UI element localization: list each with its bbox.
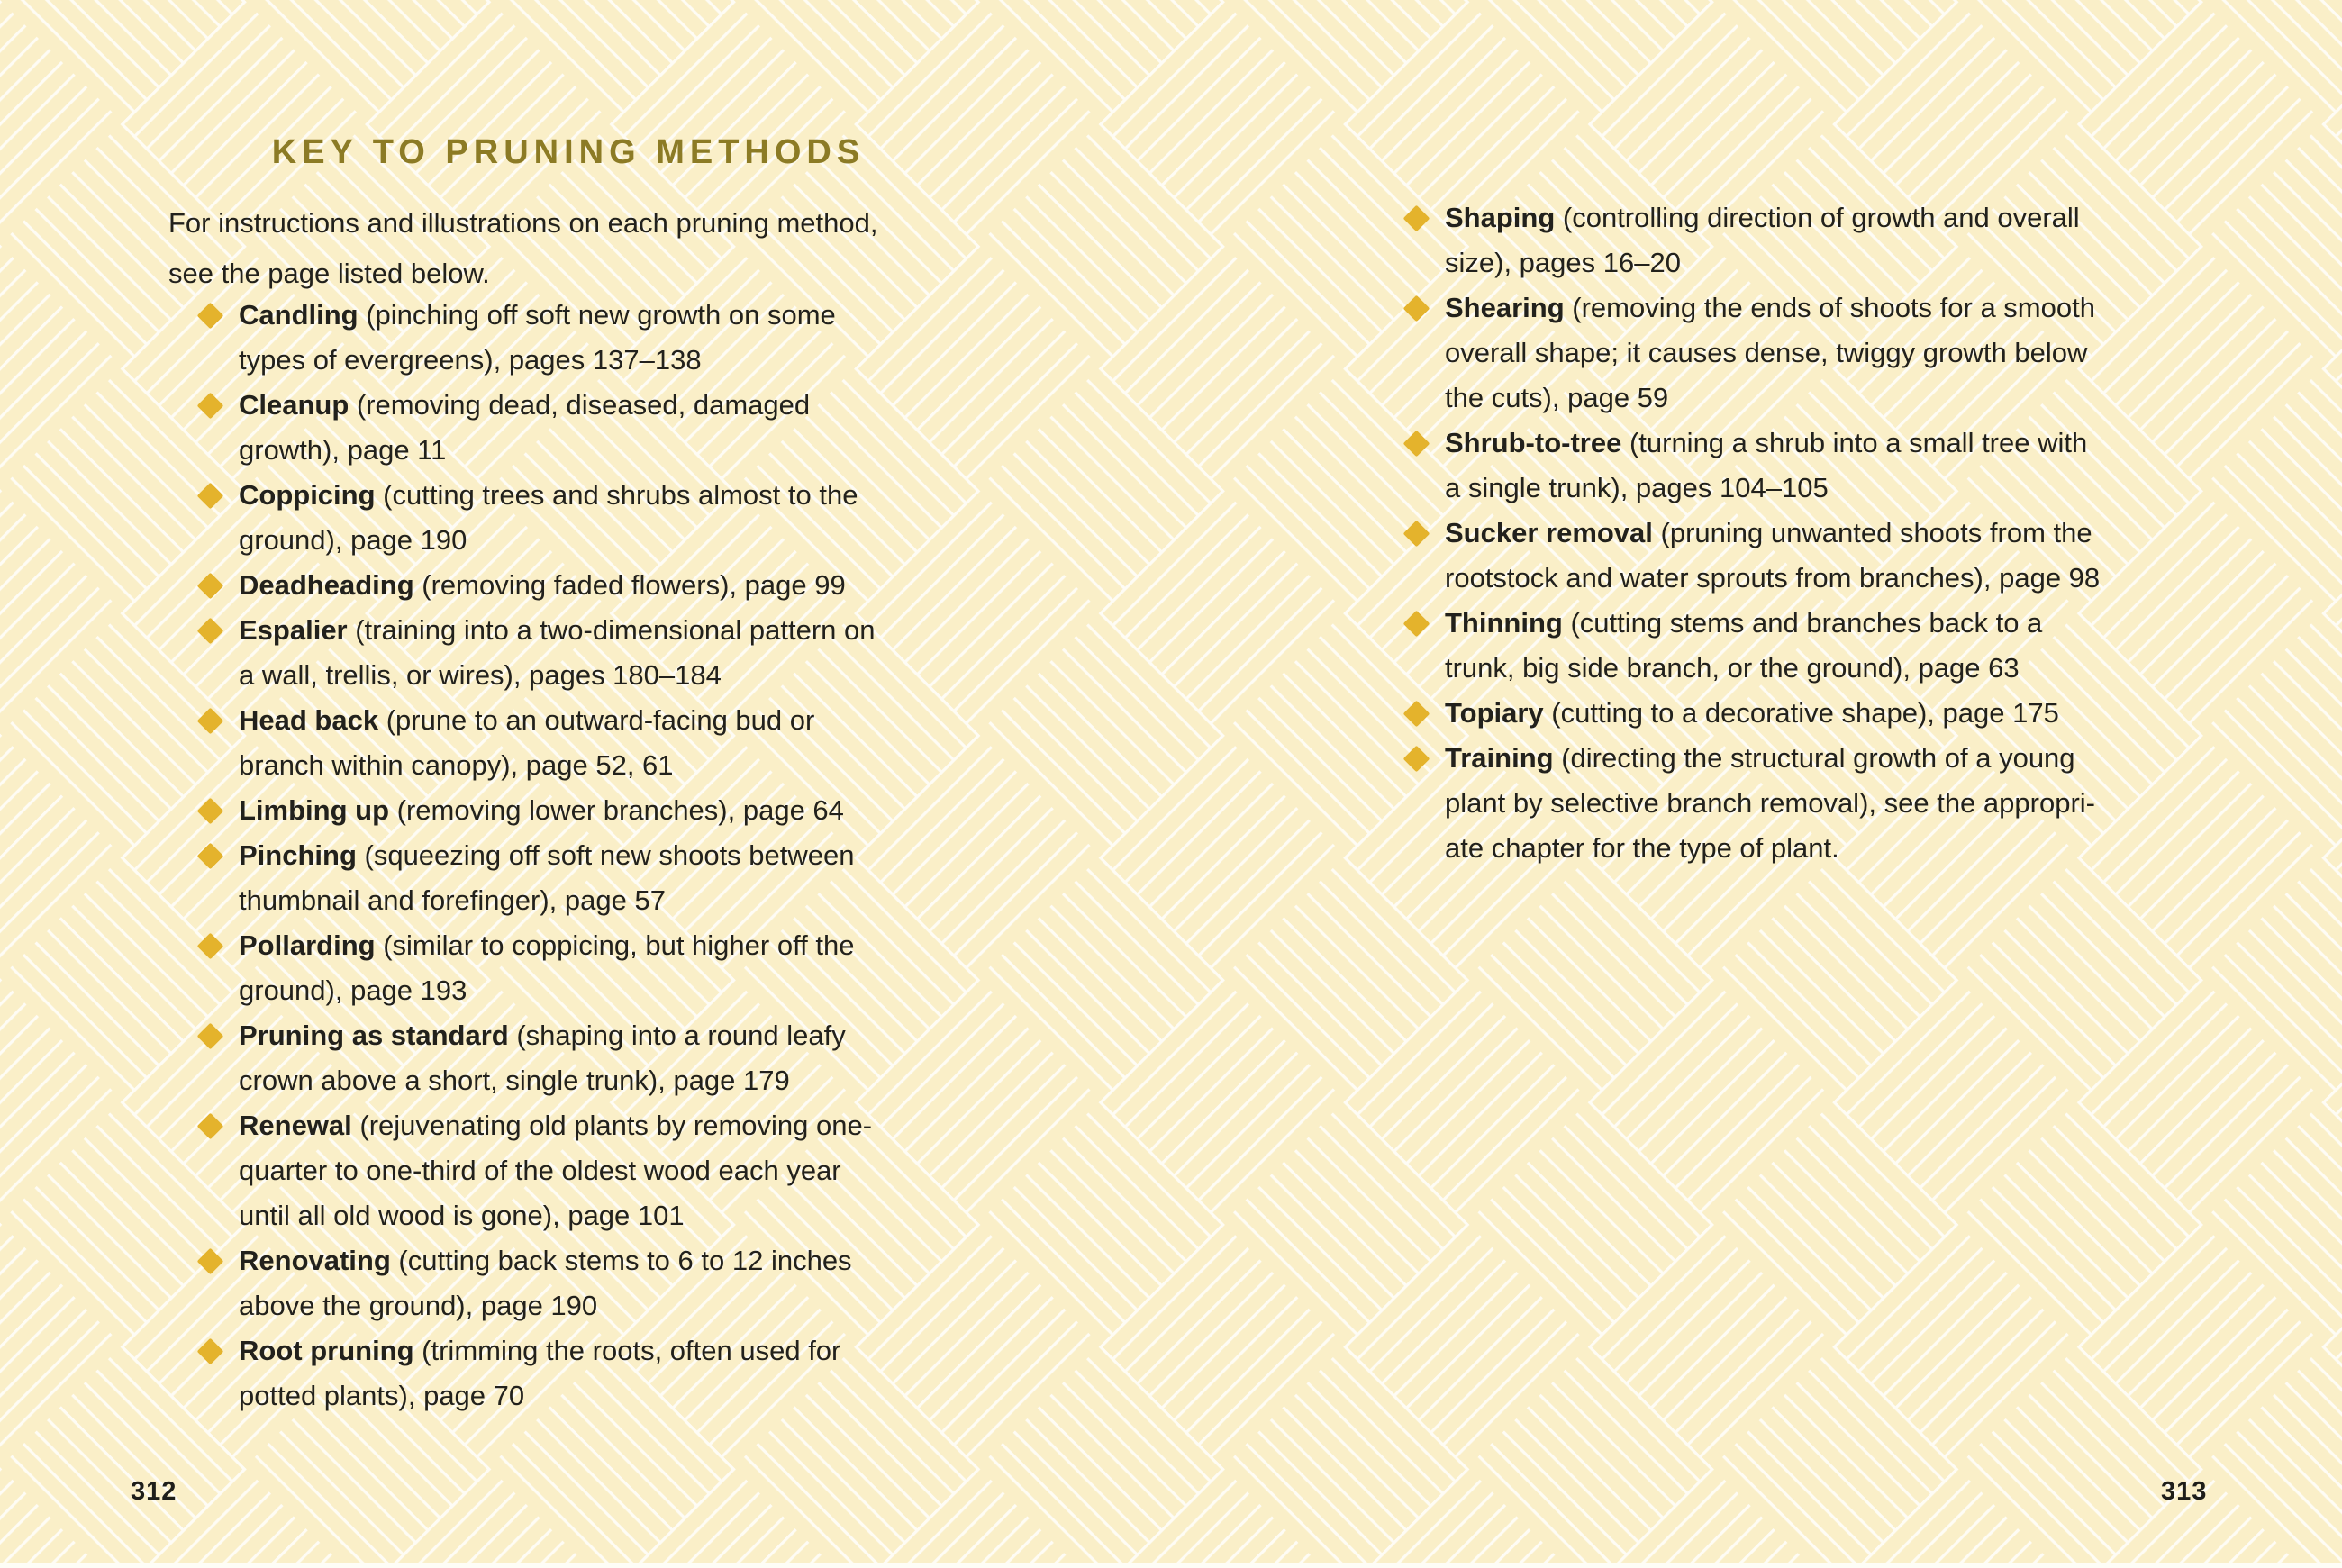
method-term: Limbing up	[239, 794, 390, 826]
page-number-left: 312	[131, 1477, 177, 1506]
method-desc: (directing the structural growth of a young	[1553, 742, 2075, 774]
method-term: Pruning as standard	[239, 1020, 509, 1051]
method-desc: thumbnail and forefinger), page 57	[239, 884, 666, 916]
list-item-candling	[168, 293, 968, 383]
method-desc: (controlling direction of growth and overall	[1555, 202, 2080, 233]
method-desc: ate chapter for the type of plant.	[1445, 832, 1839, 864]
method-desc: the cuts), page 59	[1445, 382, 1669, 413]
method-desc: (cutting to a decorative shape), page 175	[1543, 697, 2059, 729]
list-item-training	[1375, 736, 2185, 871]
method-term: Shearing	[1445, 292, 1565, 323]
method-desc: (squeezing off soft new shoots between	[356, 839, 855, 871]
diamond-bullet-icon	[197, 618, 224, 645]
diamond-bullet-icon	[197, 708, 224, 735]
method-desc: potted plants), page 70	[239, 1380, 525, 1411]
method-term: Renewal	[239, 1110, 352, 1141]
method-desc: (shaping into a round leafy	[508, 1020, 846, 1051]
diamond-bullet-icon	[197, 483, 224, 510]
method-desc: types of evergreens), pages 137–138	[239, 344, 702, 376]
intro-paragraph	[168, 198, 968, 299]
method-desc: size), pages 16–20	[1445, 247, 1681, 278]
method-desc: (trimming the roots, often used for	[413, 1335, 841, 1366]
diamond-bullet-icon	[197, 1023, 224, 1050]
diamond-bullet-icon	[1403, 205, 1430, 232]
method-term: Cleanup	[239, 389, 349, 421]
page-right	[1375, 0, 2185, 1568]
method-term: Pollarding	[239, 929, 376, 961]
list-item-coppicing	[168, 473, 968, 563]
method-desc: growth), page 11	[239, 434, 447, 466]
method-desc: crown above a short, single trunk), page 179	[239, 1065, 790, 1096]
page-title: KEY TO PRUNING METHODS	[271, 133, 866, 171]
method-term: Deadheading	[239, 569, 414, 601]
list-item-cleanup	[168, 383, 968, 473]
method-desc: (removing lower branches), page 64	[389, 794, 844, 826]
method-desc: (pinching off soft new growth on some	[358, 299, 836, 331]
method-desc: quarter to one-third of the oldest wood each year	[239, 1155, 841, 1186]
method-term: Renovating	[239, 1245, 391, 1276]
list-item-root-pruning	[168, 1328, 968, 1418]
diamond-bullet-icon	[197, 1113, 224, 1140]
list-item-shrub-to-tree	[1375, 421, 2185, 511]
method-desc: (similar to coppicing, but higher off the	[375, 929, 855, 961]
method-desc: (rejuvenating old plants by removing one-	[351, 1110, 873, 1141]
list-item-limbing-up	[168, 788, 968, 833]
method-term: Root pruning	[239, 1335, 414, 1366]
method-desc: ground), page 190	[239, 524, 467, 556]
diamond-bullet-icon	[197, 798, 224, 825]
method-desc: (removing dead, diseased, damaged	[349, 389, 811, 421]
method-desc: (removing the ends of shoots for a smooth	[1564, 292, 2095, 323]
diamond-bullet-icon	[197, 1338, 224, 1365]
list-item-renovating	[168, 1238, 968, 1328]
method-desc: (cutting back stems to 6 to 12 inches	[390, 1245, 852, 1276]
list-item-pinching	[168, 833, 968, 923]
method-desc: (pruning unwanted shoots from the	[1652, 517, 2092, 548]
intro-line: For instructions and illustrations on each pruning method,	[168, 207, 878, 239]
method-desc: (turning a shrub into a small tree with	[1621, 427, 2088, 458]
method-desc: a single trunk), pages 104–105	[1445, 472, 1829, 503]
diamond-bullet-icon	[1403, 701, 1430, 728]
method-term: Pinching	[239, 839, 357, 871]
method-term: Espalier	[239, 614, 348, 646]
page-number-right: 313	[2161, 1477, 2208, 1506]
method-desc: branch within canopy), page 52, 61	[239, 749, 674, 781]
method-desc: (training into a two-dimensional pattern on	[347, 614, 876, 646]
list-item-shaping	[1375, 195, 2185, 286]
method-term: Candling	[239, 299, 359, 331]
diamond-bullet-icon	[197, 843, 224, 870]
methods-list-left	[168, 293, 968, 1418]
method-term: Sucker removal	[1445, 517, 1653, 548]
method-desc: (cutting stems and branches back to a	[1562, 607, 2043, 639]
list-item-shearing	[1375, 286, 2185, 421]
method-desc: plant by selective branch removal), see the appropri-	[1445, 787, 2095, 819]
page-left	[168, 0, 968, 1568]
method-desc: trunk, big side branch, or the ground), page 63	[1445, 652, 2020, 684]
diamond-bullet-icon	[1403, 611, 1430, 638]
diamond-bullet-icon	[197, 933, 224, 960]
method-desc: overall shape; it causes dense, twiggy growth below	[1445, 337, 2088, 368]
diamond-bullet-icon	[197, 1248, 224, 1275]
methods-list-right	[1375, 195, 2185, 871]
diamond-bullet-icon	[1403, 746, 1430, 773]
diamond-bullet-icon	[197, 573, 224, 600]
diamond-bullet-icon	[1403, 295, 1430, 322]
method-desc: above the ground), page 190	[239, 1290, 598, 1321]
method-desc: a wall, trellis, or wires), pages 180–184	[239, 659, 722, 691]
list-item-espalier	[168, 608, 968, 698]
method-desc: (removing faded flowers), page 99	[413, 569, 846, 601]
intro-line: see the page listed below.	[168, 258, 490, 289]
diamond-bullet-icon	[197, 393, 224, 420]
list-item-thinning	[1375, 601, 2185, 691]
list-item-topiary	[1375, 691, 2185, 736]
diamond-bullet-icon	[1403, 521, 1430, 548]
method-term: Shaping	[1445, 202, 1556, 233]
method-term: Topiary	[1445, 697, 1544, 729]
method-desc: (prune to an outward-facing bud or	[378, 704, 815, 736]
method-desc: until all old wood is gone), page 101	[239, 1200, 685, 1231]
diamond-bullet-icon	[1403, 431, 1430, 458]
method-term: Shrub-to-tree	[1445, 427, 1622, 458]
list-item-sucker-removal	[1375, 511, 2185, 601]
list-item-pollarding	[168, 923, 968, 1013]
list-item-renewal	[168, 1103, 968, 1238]
method-desc: (cutting trees and shrubs almost to the	[375, 479, 858, 511]
method-term: Training	[1445, 742, 1554, 774]
method-term: Head back	[239, 704, 379, 736]
bottom-edge-strip	[0, 1563, 2342, 1568]
method-term: Thinning	[1445, 607, 1563, 639]
list-item-head-back	[168, 698, 968, 788]
method-desc: rootstock and water sprouts from branches), page 98	[1445, 562, 2101, 594]
method-desc: ground), page 193	[239, 974, 467, 1006]
list-item-deadheading	[168, 563, 968, 608]
diamond-bullet-icon	[197, 303, 224, 330]
list-item-pruning-as-standard	[168, 1013, 968, 1103]
method-term: Coppicing	[239, 479, 376, 511]
